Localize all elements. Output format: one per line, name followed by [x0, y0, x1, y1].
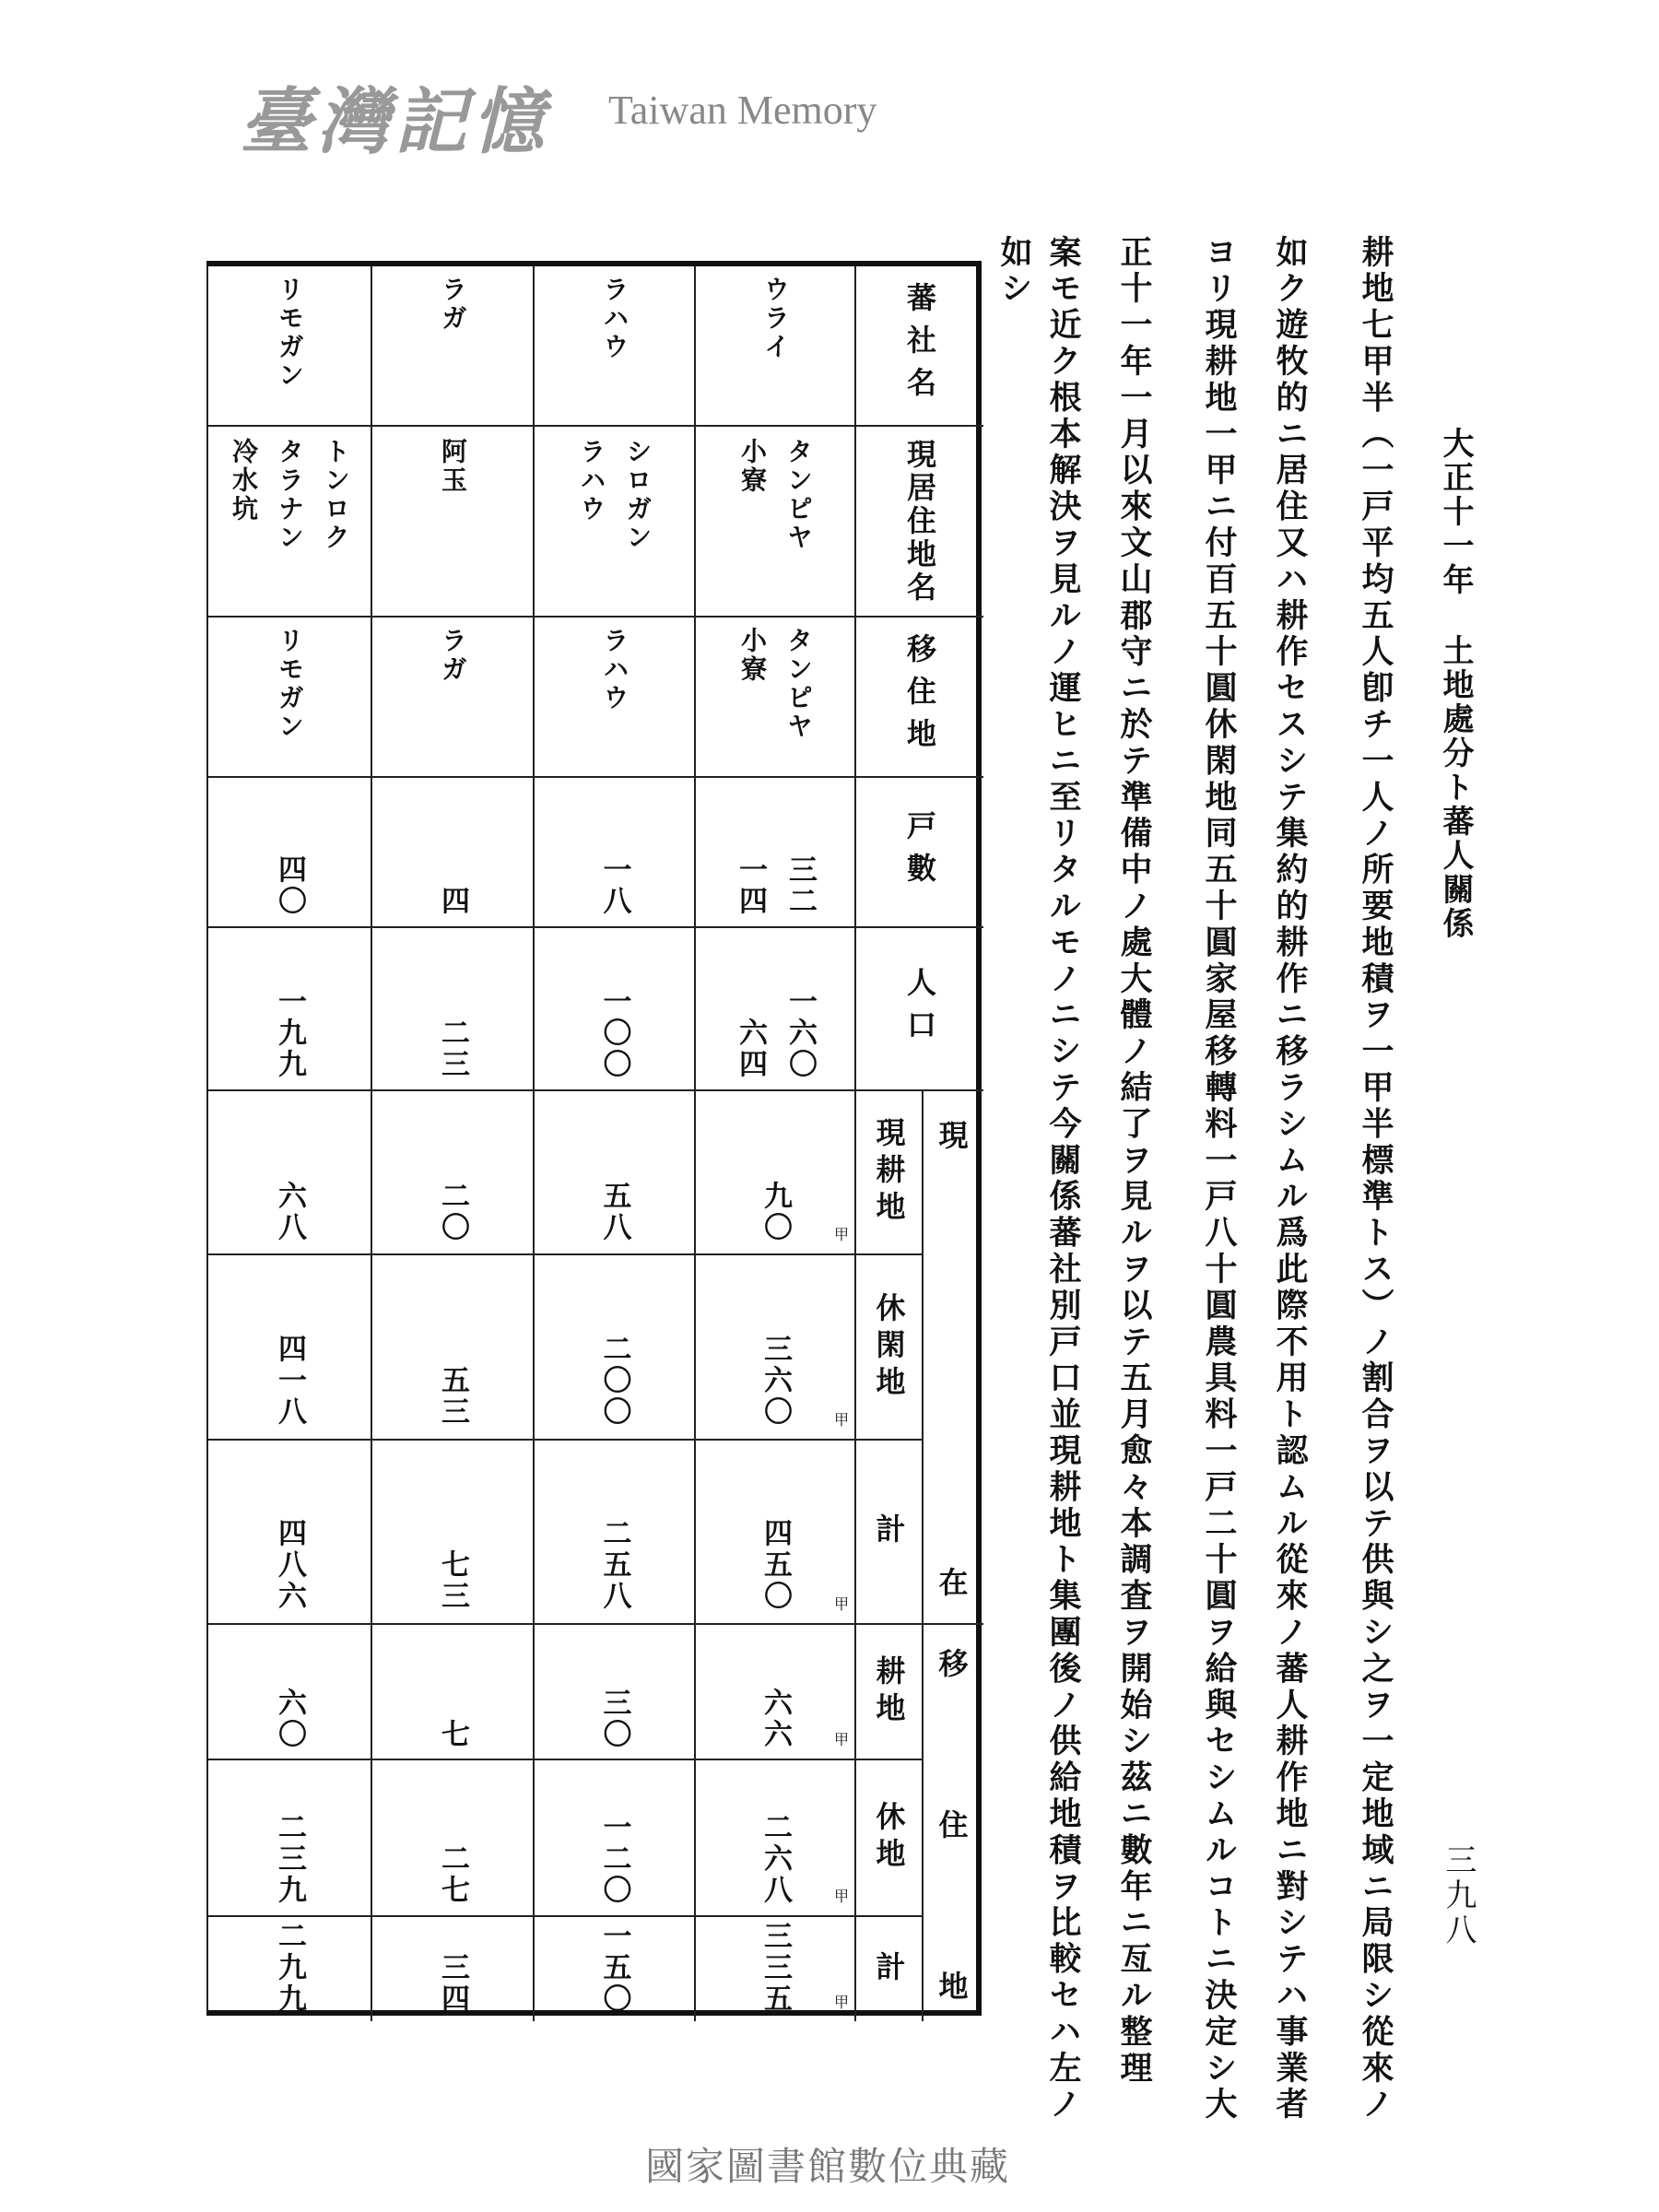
subheader-new-1: [854, 1760, 922, 1917]
page-number: 三九八: [1440, 1843, 1477, 1948]
land-area-values: [599, 1101, 630, 1244]
land-area-values: [597, 1921, 631, 2016]
land-area-values: [759, 1452, 791, 1612]
body-line-1: 耕地七甲半（一戸平均五人卽チ一人ノ所要地積ヲ一甲半標準トス）ノ割合ヲ以テ供與シ之ヲ一定地域ニ局限シ從來ノ: [1357, 235, 1394, 2124]
destination-value: ラハウ: [599, 627, 630, 713]
tribe-name: ラガ: [438, 276, 468, 334]
tribe-name: ラハウ: [599, 276, 630, 362]
households-cell: [533, 778, 694, 928]
land-area-value: 三〇: [597, 1688, 631, 1751]
header-destination: [854, 618, 983, 778]
land-area-cell: [533, 1255, 694, 1441]
group-header-new-site: [922, 1625, 983, 2021]
tribe-name-values: [276, 276, 303, 415]
land-area-value: 四五〇: [759, 1518, 792, 1613]
population-values: [437, 938, 468, 1080]
land-area-value: 四八六: [273, 1518, 306, 1613]
population-values: [735, 938, 816, 1080]
tribe-name: リモガン: [275, 276, 305, 391]
land-area-value: 二三九: [273, 1811, 306, 1906]
subheader-current-1: [854, 1255, 922, 1441]
body-line-4: 正十一年一月以來文山郡守ニ於テ準備中ノ處大體ノ結了ヲ見ルヲ以テ五月愈々本調査ヲ開始シ茲ニ數年ニ亙ル整理: [1115, 235, 1153, 2088]
tribe-land-comparison-table: [206, 261, 982, 2016]
current-residence-value: 小寮: [737, 438, 768, 496]
land-area-value: 六八: [273, 1181, 306, 1244]
land-area-values: [437, 1101, 468, 1244]
header-population: [854, 928, 983, 1091]
tribe-name-values: [761, 276, 789, 415]
subheader-new-0: [854, 1625, 922, 1760]
watermark-logo-text: 臺灣記憶: [240, 80, 550, 164]
header-label: 蕃社名: [902, 282, 937, 409]
land-area-values: [274, 1266, 305, 1428]
land-area-value: 二九九: [273, 1921, 306, 2016]
land-area-values: [437, 1633, 468, 1751]
header-households: [854, 778, 983, 928]
land-area-value: 三六〇: [759, 1334, 792, 1429]
unit-label: 甲: [833, 1888, 849, 1905]
header-current-residence: [854, 427, 983, 618]
current-residence-value: トンロク: [321, 438, 351, 553]
land-area-cell: [533, 1917, 694, 2021]
land-area-value: 一二〇: [597, 1811, 631, 1906]
current-residence-values: [738, 438, 812, 604]
unit-label: 甲: [833, 1411, 849, 1429]
unit-label: 甲: [833, 1731, 849, 1748]
households-cell: [208, 778, 371, 928]
group-header-chars: [938, 1112, 968, 1602]
land-area-value: 五三: [436, 1365, 469, 1429]
subheader-label: 耕地: [871, 1654, 907, 1729]
land-area-cell: [208, 1625, 371, 1760]
land-area-cell: [208, 1255, 371, 1441]
destination-values: [738, 627, 812, 766]
land-area-value: 三三五: [759, 1921, 792, 2016]
land-area-values: [759, 1633, 791, 1751]
group-header-chars: [938, 1641, 968, 2006]
land-area-cell: [208, 1760, 371, 1917]
land-area-values: [437, 1266, 468, 1428]
land-area-value: 六〇: [273, 1688, 306, 1751]
destination-cell: [208, 618, 371, 778]
land-area-value: 四一八: [273, 1334, 306, 1429]
population-cell: [371, 928, 533, 1091]
population-value: 二三: [436, 1017, 469, 1080]
land-area-cell: [533, 1091, 694, 1255]
population-value: 一〇〇: [597, 985, 631, 1080]
households-values: [599, 787, 630, 918]
land-area-value: 二〇: [436, 1181, 469, 1244]
running-head-title: 土地處分ト蕃人關係: [1437, 634, 1474, 941]
population-value: 六四: [734, 1017, 767, 1080]
header-tribe: [854, 266, 983, 427]
land-area-cell: [694, 1760, 854, 1917]
destination-value: 小寮: [737, 627, 768, 685]
land-area-values: [437, 1924, 468, 2015]
body-line-5: 案モ近ク根本解決ヲ見ルノ運ヒニ至リタルモノニシテ今關係蕃社別戸口並現耕地ト集團後ノ供給地積ヲ比較セハ左ノ: [1044, 235, 1082, 2124]
subheader-label: 計: [871, 1513, 907, 1550]
land-area-cell: [208, 1091, 371, 1255]
tribe-name-values: [601, 276, 629, 415]
land-area-values: [274, 1633, 305, 1751]
group-header-char: 現: [938, 1118, 969, 1154]
body-line-6: 如シ: [995, 235, 1033, 308]
land-area-cell: [533, 1625, 694, 1760]
header-label: 現居住地名: [902, 438, 937, 605]
land-area-value: 二六八: [759, 1811, 792, 1906]
households-value: 四〇: [273, 854, 306, 918]
current-residence-value: タラナン: [275, 438, 305, 553]
land-area-value: 二七: [436, 1842, 469, 1906]
land-area-values: [759, 1921, 792, 2016]
land-area-cell: [694, 1625, 854, 1760]
tribe-name-values: [439, 276, 466, 415]
current-residence-values: [229, 438, 349, 604]
group-header-current: [922, 1091, 983, 1625]
land-area-values: [599, 1452, 630, 1612]
population-cell: [694, 928, 854, 1091]
land-area-values: [759, 1266, 791, 1428]
land-area-values: [274, 1770, 305, 1906]
land-area-cell: [371, 1091, 533, 1255]
households-values: [437, 787, 468, 918]
current-residence-value: シロガン: [622, 438, 653, 553]
households-value: 三二: [783, 854, 817, 918]
current-residence-cell: [371, 427, 533, 618]
subheader-current-2: [854, 1441, 922, 1625]
destination-cell: [371, 618, 533, 778]
current-residence-values: [578, 438, 652, 604]
watermark-english-text: Taiwan Memory: [608, 88, 877, 133]
households-values: [735, 787, 816, 918]
population-cell: [208, 928, 371, 1091]
land-area-value: 六六: [759, 1688, 792, 1751]
land-area-value: 二〇〇: [597, 1334, 631, 1429]
households-cell: [694, 778, 854, 928]
running-head-year: 大正十一年: [1437, 427, 1474, 597]
group-header-char: 移: [938, 1646, 969, 1682]
destination-values: [439, 627, 466, 766]
land-area-cell: [694, 1441, 854, 1625]
destination-values: [601, 627, 629, 766]
land-area-cell: [371, 1760, 533, 1917]
land-area-cell: [371, 1255, 533, 1441]
land-area-values: [274, 1452, 305, 1612]
running-head: [1433, 427, 1478, 941]
land-area-values: [599, 1633, 630, 1751]
land-area-cell: [694, 1255, 854, 1441]
body-line-2: 如ク遊牧的ニ居住又ハ耕作セスシテ集約的耕作ニ移ラシムル爲此際不用ト認ムル從來ノ蕃人耕作地ニ對シテハ事業者: [1271, 235, 1309, 2124]
group-header-char: 地: [938, 1968, 969, 2004]
land-area-cell: [208, 1917, 371, 2021]
destination-value: タンピヤ: [783, 627, 814, 742]
current-residence-value: タンピヤ: [783, 438, 814, 553]
body-line-3: ヨリ現耕地一甲ニ付百五十圓休閑地同五十圓家屋移轉料一戸八十圓農具料一戸二十圓ヲ給與セシムルコトニ決定シ大: [1200, 235, 1238, 2124]
land-area-values: [759, 1101, 791, 1244]
land-area-value: 三四: [436, 1952, 469, 2016]
unit-label: 甲: [833, 1994, 849, 2011]
land-area-values: [759, 1770, 791, 1906]
subheader-label: 休地: [871, 1801, 907, 1875]
tribe-name-cell: [371, 266, 533, 427]
footer-archive-label: 國家圖書館數位典藏: [645, 2144, 1011, 2189]
land-area-value: 七三: [436, 1549, 469, 1613]
land-area-cell: [371, 1441, 533, 1625]
header-label: 戸數: [902, 809, 937, 895]
land-area-value: 九〇: [759, 1181, 792, 1244]
group-header-char: 在: [938, 1564, 969, 1600]
land-area-value: 七: [436, 1719, 469, 1751]
tribe-name: ウライ: [760, 276, 791, 362]
subheader-label: 休閑地: [871, 1291, 907, 1403]
current-residence-value: 阿玉: [438, 438, 468, 496]
tribe-name-cell: [533, 266, 694, 427]
subheader-current-0: [854, 1091, 922, 1255]
land-area-cell: [208, 1441, 371, 1625]
watermark: [240, 65, 940, 203]
land-area-values: [437, 1452, 468, 1612]
current-residence-cell: [208, 427, 371, 618]
land-area-cell: [533, 1441, 694, 1625]
destination-value: リモガン: [275, 627, 305, 742]
land-area-cell: [694, 1917, 854, 2021]
population-values: [274, 938, 305, 1080]
households-value: 一四: [734, 854, 767, 918]
population-values: [599, 938, 630, 1080]
group-header-char: 住: [938, 1807, 969, 1842]
households-value: 一八: [597, 854, 631, 918]
population-cell: [533, 928, 694, 1091]
current-residence-cell: [694, 427, 854, 618]
unit-label: 甲: [833, 1595, 849, 1613]
subheader-new-2: [854, 1917, 922, 2021]
destination-value: ラガ: [438, 627, 468, 685]
unit-label: 甲: [833, 1226, 849, 1243]
households-values: [274, 787, 305, 918]
header-label: 人口: [902, 966, 937, 1052]
land-area-cell: [371, 1625, 533, 1760]
land-area-value: 二五八: [597, 1518, 631, 1613]
land-area-cell: [533, 1760, 694, 1917]
land-area-cell: [694, 1091, 854, 1255]
land-area-values: [599, 1770, 630, 1906]
land-area-values: [437, 1770, 468, 1906]
tribe-name-cell: [208, 266, 371, 427]
destination-values: [276, 627, 303, 766]
current-residence-value: 冷水坑: [229, 438, 259, 524]
land-area-values: [273, 1921, 306, 2016]
current-residence-values: [439, 438, 466, 604]
land-area-value: 一五〇: [597, 1921, 631, 2016]
land-area-cell: [371, 1917, 533, 2021]
current-residence-value: ラハウ: [576, 438, 607, 524]
header-label: 移住地: [902, 633, 937, 760]
population-value: 一六〇: [783, 985, 817, 1080]
destination-cell: [694, 618, 854, 778]
households-cell: [371, 778, 533, 928]
destination-cell: [533, 618, 694, 778]
land-area-values: [274, 1101, 305, 1244]
land-area-values: [599, 1266, 630, 1428]
households-value: 四: [436, 886, 469, 918]
current-residence-cell: [533, 427, 694, 618]
subheader-label: 計: [871, 1950, 907, 1988]
tribe-name-cell: [694, 266, 854, 427]
subheader-label: 現耕地: [871, 1117, 907, 1228]
land-area-value: 五八: [597, 1181, 631, 1244]
population-value: 一九九: [273, 985, 306, 1080]
